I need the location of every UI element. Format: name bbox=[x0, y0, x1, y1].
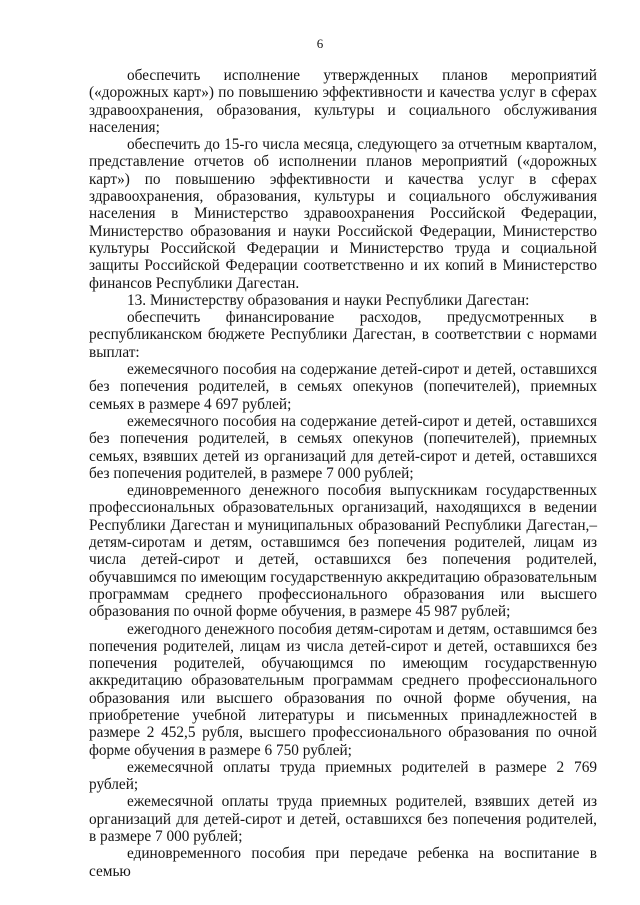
document-body bbox=[89, 67, 597, 880]
paragraph-item-13-heading: 13. Министерству образования и науки Республики Дагестан: bbox=[127, 291, 530, 309]
paragraph-financing: обеспечить финансирование расходов, предусмотренных в республиканском бюджете Республики Дагестан, в соответствии с нормами выплат: bbox=[89, 309, 597, 361]
paragraph-monthly-allowance-foster: ежемесячного пособия на содержание детей-сирот и детей, оставшихся без попечения родителей, в семьях опекунов (попечителей), приемных семьях, взявших детей из организаций для детей-сирот и детей, оставшихся без попечения родителей, в размере 7 000 рублей; bbox=[89, 412, 597, 482]
paragraph-foster-parent-pay-organizations: ежемесячной оплаты труда приемных родителей, взявших детей из организаций для детей-сирот и детей, оставшихся без попечения родителей, в размере 7 000 рублей; bbox=[89, 793, 597, 846]
paragraph-roadmap-execution: обеспечить исполнение утвержденных планов мероприятий («дорожных карт») по повышению эффективности и качества услуг в сферах здравоохранения, образования, культуры и социального обслуживания населения; bbox=[89, 67, 597, 136]
paragraph-roadmap-reports: обеспечить до 15-го числа месяца, следующего за отчетным кварталом, представление отчетов об исполнении планов мероприятий («дорожных карт») по повышению эффективности и качества услуг в сферах здравоохранения, образования, культуры и социального обслуживания населения в Министерство здравоохранения Российской Федерации, Министерство образования и науки Российской Федерации, Министерство культуры Российской Федерации и Министерство труда и социальной защиты Российской Федерации соответственно и их копий в Министерство финансов Республики Дагестан. bbox=[89, 136, 597, 292]
paragraph-graduate-lump-sum: единовременного денежного пособия выпускникам государственных профессиональных образовательных организаций, находящихся в ведении Республики Дагестан и муниципальных образований Республики Дагестан,– детям-сиротам и детям, оставшимся без попечения родителей, лицам из числа детей-сирот и детей, оставшихся без попечения родителей, обучавшимся по имеющим государственную аккредитацию образовательным программам среднего профессионального образования или высшего образования по очной форме обучения, в размере 45 987 рублей; bbox=[89, 482, 597, 621]
paragraph-monthly-allowance-guardians: ежемесячного пособия на содержание детей-сирот и детей, оставшихся без попечения родителей, в семьях опекунов (попечителей), приемных семьях в размере 4 697 рублей; bbox=[89, 361, 597, 413]
paragraph-lump-sum-family-placement: единовременного пособия при передаче ребенка на воспитание в семью bbox=[89, 845, 597, 880]
paragraph-foster-parent-pay: ежемесячной оплаты труда приемных родителей в размере 2 769 рублей; bbox=[89, 758, 597, 794]
paragraph-annual-study-allowance: ежегодного денежного пособия детям-сиротам и детям, оставшимся без попечения родителей, лицам из числа детей-сирот и детей, оставшихся без попечения родителей, обучающимся по имеющим государственную аккредитацию образовательным программам среднего профессионального образования или высшего образования по очной форме обучения, на приобретение учебной литературы и письменных принадлежностей в размере 2 452,5 рубля, высшего профессионального образования по очной форме обучения в размере 6 750 рублей; bbox=[89, 620, 597, 759]
page-number: 6 bbox=[316, 36, 324, 51]
